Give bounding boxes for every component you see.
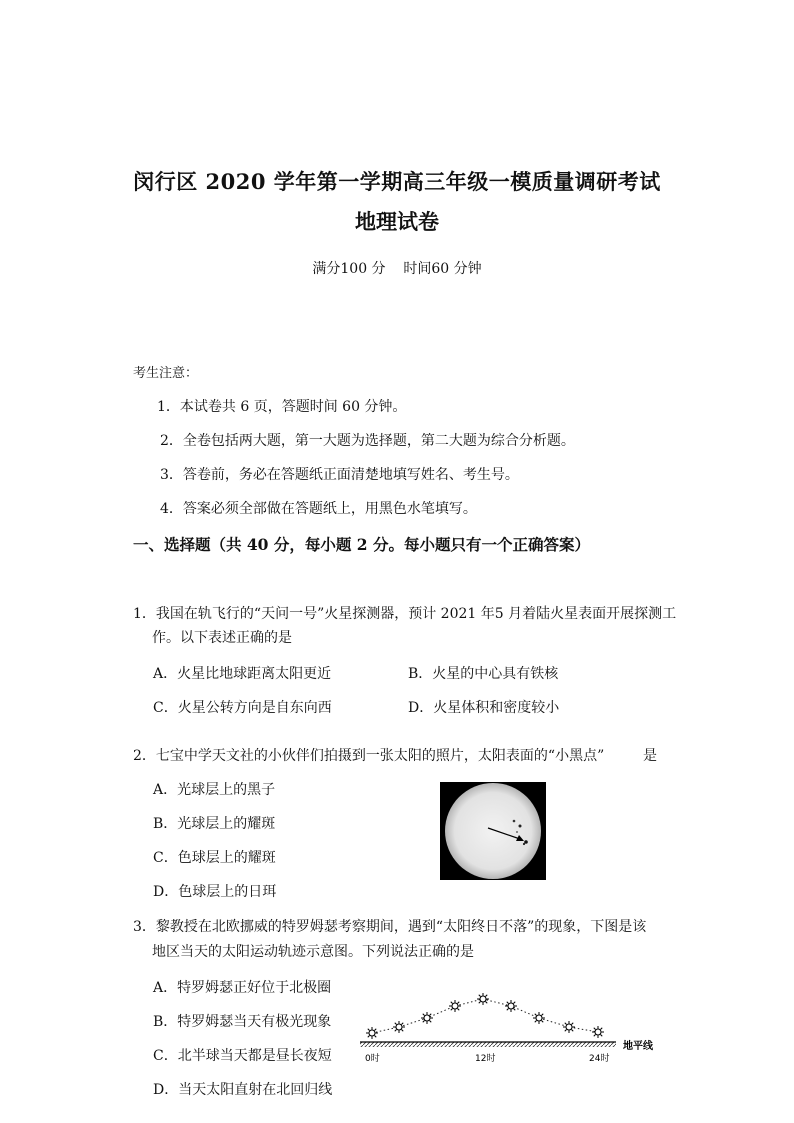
sunspot [523,843,525,845]
sun-icon [393,1021,405,1033]
exam-title: 闵行区 2020 学年第一学期高三年级一模质量调研考试 [133,169,661,194]
sunspot [516,831,518,833]
section-heading: 一、选择题（共 40 分，每小题 2 分。每小题只有一个正确答案） [133,535,590,554]
tick-label-0h: 0时 [365,1054,380,1064]
question-2-option-b: B．光球层上的耀斑 [153,816,276,832]
question-3-stem-cont: 地区当天的太阳运动轨迹示意图。下列说法正确的是 [152,944,474,960]
question-2-stem-tail: 是 [643,748,657,764]
question-1-stem: 1．我国在轨飞行的“天问一号”火星探测器，预计 2021 年5 月着陆火星表面开展探测工 [133,606,677,622]
sun-icon [449,1000,461,1012]
question-1-option-b: B．火星的中心具有铁核 [408,666,559,682]
question-3-stem: 3．黎教授在北欧挪威的特罗姆瑟考察期间，遇到“太阳终日不落”的现象，下图是该 [133,919,647,935]
ground-hatch [360,1042,616,1047]
question-2-option-a: A．光球层上的黑子 [153,782,276,798]
question-1-option-c: C．火星公转方向是自东向西 [153,700,332,716]
sun-path-line [372,999,598,1033]
sun-icon [592,1026,604,1038]
sunspot [519,825,522,828]
tick-label-12h: 12时 [475,1054,496,1064]
tick-label-24h: 24时 [589,1054,610,1064]
question-1-option-d: D．火星体积和密度较小 [408,700,560,716]
notice-item: 4．答案必须全部做在答题纸上，用黑色水笔填写。 [160,501,477,517]
exam-subject-title: 地理试卷 [355,209,439,234]
sun-path-diagram [355,985,665,1065]
question-2-stem: 2．七宝中学天文社的小伙伴们拍摄到一张太阳的照片，太阳表面的“小黑点” [133,748,605,764]
sun-icon [366,1027,378,1039]
sun-icon [533,1012,545,1024]
notice-item: 1．本试卷共 6 页，答题时间 60 分钟。 [157,399,407,415]
question-1-stem-cont: 作。以下表述正确的是 [152,630,292,646]
horizon-label: 地平线 [623,1041,653,1052]
sun-disk [445,783,541,879]
question-3-option-b: B．特罗姆瑟当天有极光现象 [153,1014,332,1030]
sun-icon [563,1021,575,1033]
question-3-option-a: A．特罗姆瑟正好位于北极圈 [153,980,332,996]
sunspot [513,820,516,823]
sun-photo [440,782,546,880]
notice-item: 3．答卷前，务必在答题纸正面清楚地填写姓名、考生号。 [160,467,519,483]
notice-label: 考生注意： [133,366,199,381]
question-3-option-d: D．当天太阳直射在北回归线 [153,1082,333,1098]
question-3-option-c: C．北半球当天都是昼长夜短 [153,1048,332,1064]
sun-photo-graphic [440,782,546,880]
sun-icon [477,993,489,1005]
sun-icon [421,1012,433,1024]
question-1-option-a: A．火星比地球距离太阳更近 [153,666,332,682]
notice-item: 2．全卷包括两大题，第一大题为选择题，第二大题为综合分析题。 [160,433,575,449]
question-2-option-c: C．色球层上的耀斑 [153,850,276,866]
sun-icon [505,1000,517,1012]
exam-score-time: 满分100 分 时间60 分钟 [312,261,482,277]
question-2-option-d: D．色球层上的日珥 [153,884,277,900]
